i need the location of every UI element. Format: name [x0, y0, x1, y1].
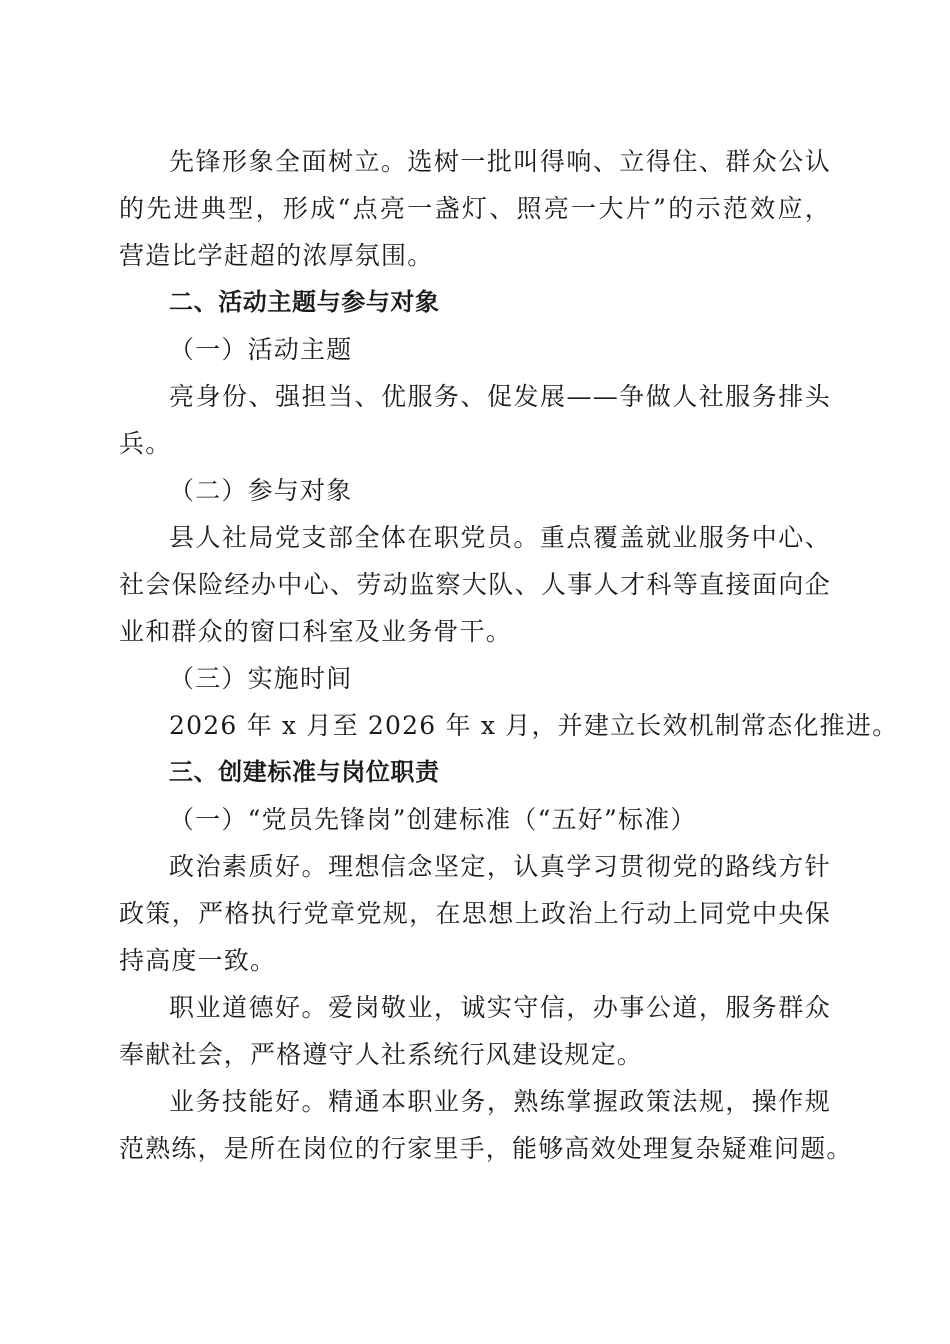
paragraph-line: 先锋形象全面树立。选树一批叫得响、立得住、群众公认 [169, 147, 831, 176]
paragraph-line: 业和群众的窗口科室及业务骨干。 [119, 617, 513, 646]
paragraph-line: 2026 年 x 月至 2026 年 x 月，并建立长效机制常态化推进。 [169, 711, 899, 740]
paragraph-line: 社会保险经办中心、劳动监察大队、人事人才科等直接面向企 [119, 570, 831, 599]
subsection-heading: （一）“党员先锋岗”创建标准（“五好”标准） [169, 805, 697, 834]
subsection-heading: （二）参与对象 [169, 476, 353, 505]
paragraph-line: 亮身份、强担当、优服务、促发展——争做人社服务排头 [169, 382, 831, 411]
paragraph-line: 政策，严格执行党章党规，在思想上政治上行动上同党中央保 [119, 899, 831, 928]
paragraph-line: 营造比学赶超的浓厚氛围。 [119, 241, 434, 270]
paragraph-line: 兵。 [119, 429, 172, 458]
paragraph-line: 范熟练，是所在岗位的行家里手，能够高效处理复杂疑难问题。 [119, 1134, 853, 1163]
paragraph-line: 业务技能好。精通本职业务，熟练掌握政策法规，操作规 [169, 1087, 831, 1116]
subsection-heading: （一）活动主题 [169, 335, 353, 364]
paragraph-line: 职业道德好。爱岗敬业，诚实守信，办事公道，服务群众 [169, 993, 831, 1022]
document-body [119, 138, 899, 1172]
section-heading: 三、创建标准与岗位职责 [169, 758, 440, 786]
paragraph-line: 的先进典型，形成“点亮一盏灯、照亮一大片”的示范效应， [119, 194, 831, 223]
paragraph-line: 奉献社会，严格遵守人社系统行风建设规定。 [119, 1040, 644, 1069]
section-heading: 二、活动主题与参与对象 [169, 288, 440, 316]
paragraph-line: 县人社局党支部全体在职党员。重点覆盖就业服务中心、 [169, 523, 831, 552]
paragraph-line: 政治素质好。理想信念坚定，认真学习贯彻党的路线方针 [169, 852, 831, 881]
paragraph-line: 持高度一致。 [119, 946, 277, 975]
subsection-heading: （三）实施时间 [169, 664, 353, 693]
